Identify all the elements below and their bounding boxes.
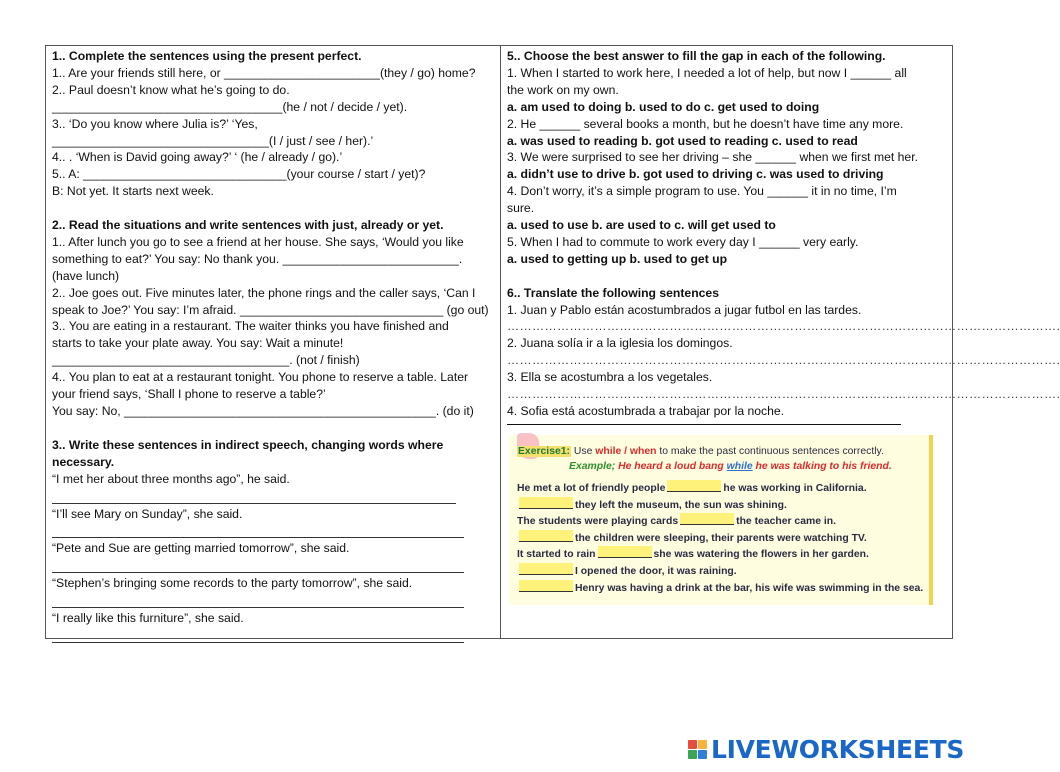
answer-options: a. was used to reading b. got used to reading c. used to read: [507, 133, 858, 148]
indirect-speech-item: “I really like this furniture”, she said.: [52, 611, 244, 626]
exercise-row: The students were playing cards the teacher came in.: [517, 513, 923, 530]
exercise-row: It started to rain she was watering the flowers in her garden.: [517, 546, 923, 563]
exercise-row: the children were sleeping, their parents were watching TV.: [517, 530, 923, 547]
s2-line: something to eat?’ You say: No thank you. __________________________.: [52, 251, 463, 266]
translate-item: 1. Juan y Pablo están acostumbrados a jugar futbol en las tardes.: [507, 302, 862, 317]
question: 4. Don’t worry, it’s a simple program to use. You ______ it in no time, I’m: [507, 184, 897, 199]
s1-line: B: Not yet. It starts next week.: [52, 184, 214, 199]
s1-line: __________________________________(he / not / decide / yet).: [52, 99, 408, 114]
s2-line: (have lunch): [52, 268, 120, 283]
left-column: [46, 46, 501, 638]
indirect-speech-item: “Pete and Sue are getting married tomorrow”, she said.: [52, 541, 350, 556]
right-column: [501, 46, 1060, 638]
s2-line: You say: No, ______________________________________________. (do it): [52, 404, 474, 419]
answer-options: a. used to use b. are used to c. will get used to: [507, 218, 776, 233]
answer-dotted-line[interactable]: …………………………………………………………………………………………………………………….: [507, 353, 1060, 368]
s1-line: 2.. Paul doesn’t know what he’s going to do.: [52, 82, 290, 97]
s1-line: 5.. A: ______________________________(your course / start / yet)?: [52, 167, 426, 182]
indirect-speech-item: “Stephen’s bringing some records to the party tomorrow”, she said.: [52, 576, 413, 591]
answer-line[interactable]: [52, 627, 464, 643]
s1-line: 4.. . ‘When is David going away?’ ‘ (he / already / go).’: [52, 150, 343, 165]
exercise-row: they left the museum, the sun was shining.: [517, 497, 923, 514]
question: 2. He ______ several books a month, but he doesn’t have time any more.: [507, 116, 904, 131]
exercise-example: Example; He heard a loud bang while he was talking to his friend.: [569, 460, 892, 472]
answer-line[interactable]: [52, 592, 464, 608]
s2-line: starts to take your plate away. You say: Wait a minute!: [52, 336, 344, 351]
s1-line: 1.. Are your friends still here, or _______________________(they / go) home?: [52, 65, 476, 80]
answer-line[interactable]: [52, 557, 464, 573]
liveworksheets-brand[interactable]: [688, 734, 964, 764]
answer-line[interactable]: [52, 488, 456, 504]
answer-options: a. am used to doing b. used to do c. get used to doing: [507, 99, 820, 114]
question: 3. We were surprised to see her driving – she ______ when we first met her.: [507, 150, 918, 165]
translate-item: 2. Juana solía ir a la iglesia los domingos.: [507, 336, 733, 351]
section-3-title-cont: necessary.: [52, 454, 115, 469]
question: the work on my own.: [507, 82, 619, 97]
section-5-title: 5.. Choose the best answer to fill the gap in each of the following.: [507, 49, 886, 63]
s2-line: 2.. Joe goes out. Five minutes later, the phone rings and the caller says, ‘Can I: [52, 285, 476, 300]
worksheet-table: [45, 45, 1060, 639]
s2-line: 4.. You plan to eat at a restaurant tonight. You phone to reserve a table. Later: [52, 370, 469, 385]
s1-line: ________________________________(I / just / see / her).’: [52, 133, 374, 148]
answer-line[interactable]: [52, 522, 464, 538]
s2-line: 3.. You are eating in a restaurant. The waiter thinks you have finished and: [52, 319, 449, 334]
answer-options: a. used to getting up b. used to get up: [507, 251, 728, 266]
answer-options: a. didn’t use to drive b. got used to driving c. was used to driving: [507, 167, 884, 182]
s2-line: your friend says, ‘Shall I phone to reserve a table?’: [52, 387, 326, 402]
indirect-speech-item: “I’ll see Mary on Sunday”, she said.: [52, 506, 243, 521]
s2-line: ___________________________________. (not / finish): [52, 353, 360, 368]
answer-blank[interactable]: [598, 546, 652, 558]
exercise-instruction: Exercise1: Use while / when to make the past continuous sentences correctly.: [518, 445, 884, 457]
translate-item: 4. Sofia está acostumbrada a trabajar por la noche.: [507, 404, 785, 419]
indirect-speech-item: “I met her about three months ago”, he said.: [52, 471, 290, 486]
answer-blank[interactable]: [667, 480, 721, 492]
exercise-row: I opened the door, it was raining.: [517, 563, 923, 580]
section-1-title: 1.. Complete the sentences using the present perfect.: [52, 49, 362, 63]
exercise-image: [509, 435, 933, 605]
s2-line: 1.. After lunch you go to see a friend at her house. She says, ‘Would you like: [52, 234, 464, 249]
exercise-row: He met a lot of friendly people he was working in California.: [517, 480, 923, 497]
section-6-title: 6.. Translate the following sentences: [507, 285, 719, 300]
question: sure.: [507, 201, 535, 216]
section-3-title: 3.. Write these sentences in indirect speech, changing words where: [52, 437, 444, 452]
question: 1. When I started to work here, I needed a lot of help, but now I ______ all: [507, 65, 907, 80]
answer-blank[interactable]: [680, 513, 734, 525]
answer-line[interactable]: [507, 420, 901, 425]
answer-dotted-line[interactable]: …………………………………………………………………………………………………………………….: [507, 387, 1060, 402]
liveworksheets-logo-icon: [688, 740, 707, 759]
translate-item: 3. Ella se acostumbra a los vegetales.: [507, 370, 713, 385]
question: 5. When I had to commute to work every day I ______ very early.: [507, 234, 859, 249]
s1-line: 3.. ‘Do you know where Julia is?’ ‘Yes,: [52, 116, 258, 131]
brand-name: LIVEWORKSHEETS: [711, 734, 965, 764]
answer-blank[interactable]: [519, 580, 573, 592]
answer-blank[interactable]: [519, 530, 573, 542]
answer-dotted-line[interactable]: …………………………………………………………………………………………………………………….: [507, 319, 1060, 334]
section-2-title: 2.. Read the situations and write sentences with just, already or yet.: [52, 218, 444, 233]
answer-blank[interactable]: [519, 497, 573, 509]
exercise-row: Henry was having a drink at the bar, his wife was swimming in the sea.: [517, 580, 923, 597]
answer-blank[interactable]: [519, 563, 573, 575]
s2-line: speak to Joe?’ You say: I’m afraid. ______________________________ (go out): [52, 302, 489, 317]
